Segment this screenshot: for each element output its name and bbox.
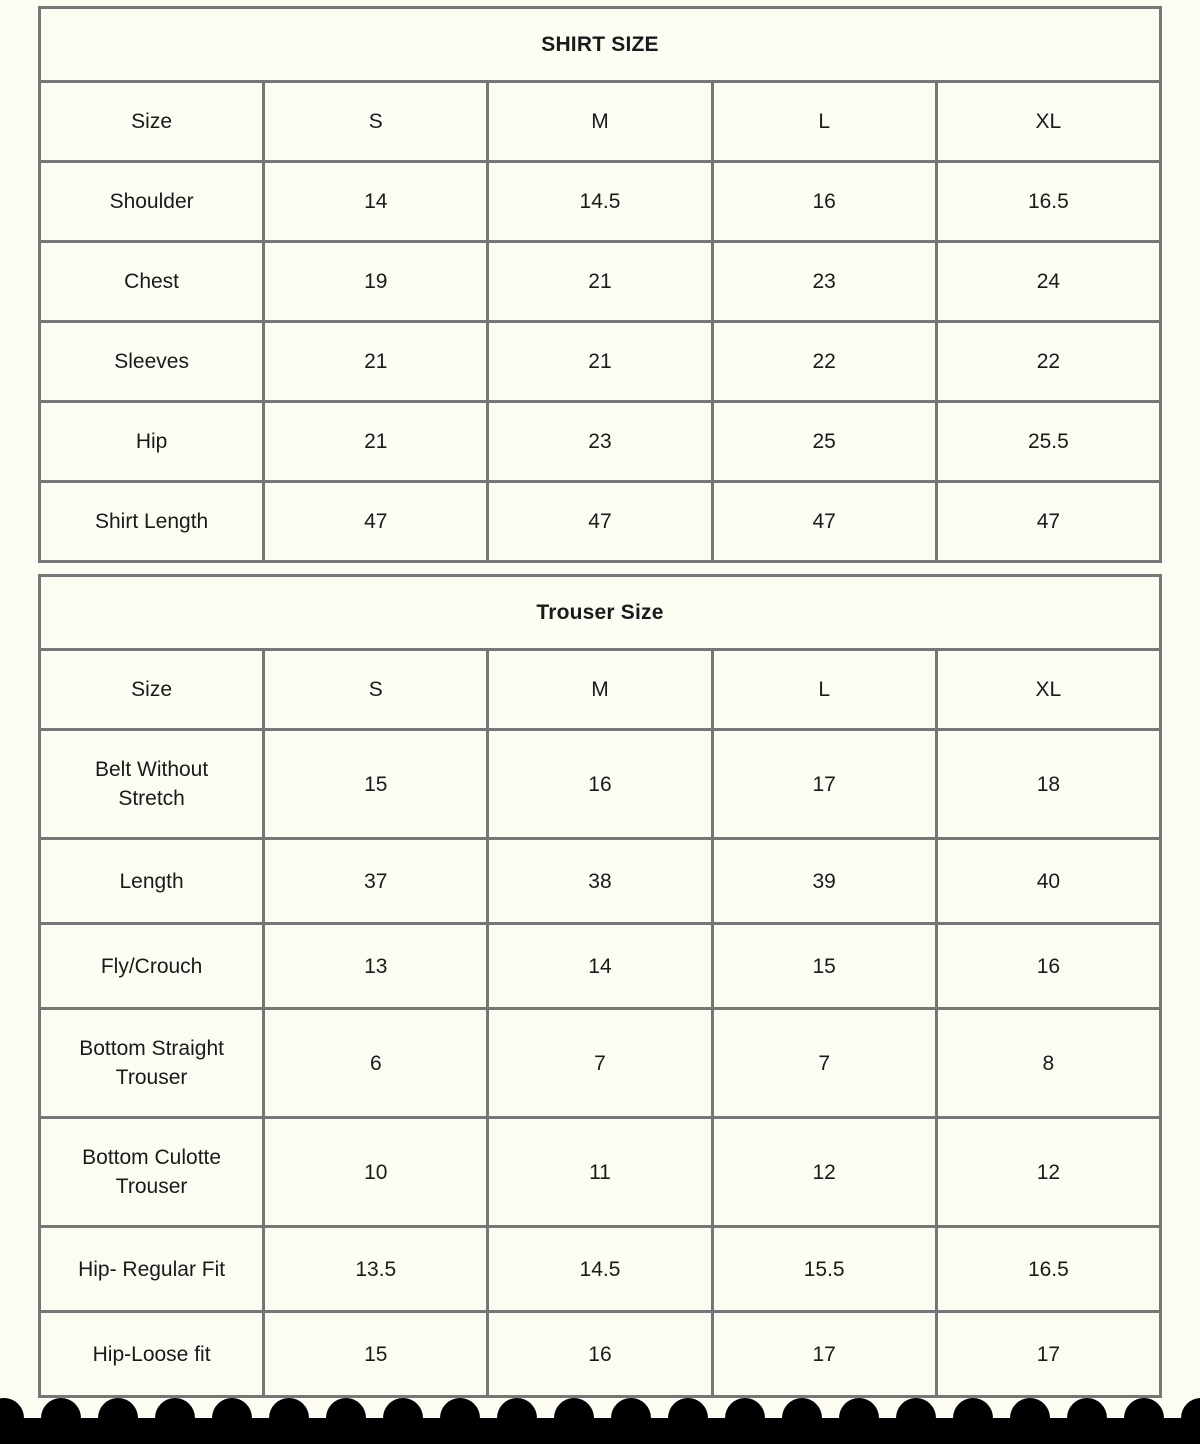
row-label: Length (40, 839, 264, 924)
trouser-row-bottom-culotte-trouser (40, 1118, 1161, 1227)
scallop-circle (839, 1398, 879, 1438)
cell-s: 14 (264, 162, 488, 242)
trouser-row-length (40, 839, 1161, 924)
trouser-header-row (40, 650, 1161, 730)
scallop-circle (1067, 1398, 1107, 1438)
cell-xl: 25.5 (936, 402, 1160, 482)
trouser-row-fly-crouch (40, 924, 1161, 1009)
scallop-circle (1010, 1398, 1050, 1438)
row-label-line: Trouser (115, 1066, 188, 1089)
cell-m: 14 (488, 924, 712, 1009)
cell-xl: 24 (936, 242, 1160, 322)
row-label: Sleeves (40, 322, 264, 402)
scallop-circle (1124, 1398, 1164, 1438)
cell-s: 13 (264, 924, 488, 1009)
shirt-title-row (40, 8, 1161, 82)
shirt-header-size: Size (40, 82, 264, 162)
scallop-circle (155, 1398, 195, 1438)
cell-l: 25 (712, 402, 936, 482)
row-label-line: Bottom Culotte (82, 1146, 222, 1169)
shirt-header-row (40, 82, 1161, 162)
cell-s: 21 (264, 322, 488, 402)
cell-xl: 47 (936, 482, 1160, 562)
cell-s: 13.5 (264, 1227, 488, 1312)
cell-m: 21 (488, 322, 712, 402)
row-label-line: Stretch (118, 787, 185, 810)
row-label (40, 1009, 264, 1118)
scallop-circle (440, 1398, 480, 1438)
row-label-line: Belt Without (94, 758, 209, 781)
cell-m: 38 (488, 839, 712, 924)
cell-s: 19 (264, 242, 488, 322)
scallop-circle (554, 1398, 594, 1438)
cell-l: 17 (712, 1312, 936, 1397)
cell-l: 7 (712, 1009, 936, 1118)
shirt-row-shoulder (40, 162, 1161, 242)
row-label (40, 730, 264, 839)
cell-m: 14.5 (488, 162, 712, 242)
trouser-size-table (38, 574, 1162, 1398)
cell-m: 11 (488, 1118, 712, 1227)
trouser-header-xl: XL (936, 650, 1160, 730)
scallop-border-decoration (0, 1398, 1200, 1444)
cell-l: 15 (712, 924, 936, 1009)
trouser-row-belt-without-stretch (40, 730, 1161, 839)
trouser-header-s: S (264, 650, 488, 730)
scallop-circle (212, 1398, 252, 1438)
cell-xl: 17 (936, 1312, 1160, 1397)
cell-l: 15.5 (712, 1227, 936, 1312)
cell-s: 6 (264, 1009, 488, 1118)
shirt-row-sleeves (40, 322, 1161, 402)
cell-m: 47 (488, 482, 712, 562)
cell-m: 23 (488, 402, 712, 482)
trouser-table-title: Trouser Size (40, 576, 1161, 650)
cell-l: 23 (712, 242, 936, 322)
cell-s: 15 (264, 1312, 488, 1397)
cell-xl: 16 (936, 924, 1160, 1009)
cell-xl: 16.5 (936, 162, 1160, 242)
trouser-title-row (40, 576, 1161, 650)
row-label: Hip- Regular Fit (40, 1227, 264, 1312)
row-label: Shoulder (40, 162, 264, 242)
shirt-size-table (38, 6, 1162, 563)
cell-l: 12 (712, 1118, 936, 1227)
trouser-header-size: Size (40, 650, 264, 730)
shirt-row-shirt-length (40, 482, 1161, 562)
row-label-line: Trouser (115, 1175, 188, 1198)
cell-s: 10 (264, 1118, 488, 1227)
cell-l: 17 (712, 730, 936, 839)
row-label-line: Bottom Straight (79, 1037, 224, 1060)
scallop-circle (269, 1398, 309, 1438)
cell-m: 16 (488, 1312, 712, 1397)
cell-xl: 16.5 (936, 1227, 1160, 1312)
shirt-header-s: S (264, 82, 488, 162)
cell-xl: 18 (936, 730, 1160, 839)
row-label: Hip-Loose fit (40, 1312, 264, 1397)
trouser-header-m: M (488, 650, 712, 730)
cell-s: 47 (264, 482, 488, 562)
shirt-header-xl: XL (936, 82, 1160, 162)
cell-m: 16 (488, 730, 712, 839)
row-label: Shirt Length (40, 482, 264, 562)
scallop-circle (611, 1398, 651, 1438)
row-label: Fly/Crouch (40, 924, 264, 1009)
shirt-header-l: L (712, 82, 936, 162)
cell-xl: 8 (936, 1009, 1160, 1118)
trouser-row-hip-loose-fit (40, 1312, 1161, 1397)
scallop-circle (953, 1398, 993, 1438)
scallop-circle (782, 1398, 822, 1438)
scallop-circle (326, 1398, 366, 1438)
trouser-row-bottom-straight-trouser (40, 1009, 1161, 1118)
scallop-circle (98, 1398, 138, 1438)
scallop-circle (497, 1398, 537, 1438)
cell-xl: 40 (936, 839, 1160, 924)
row-label (40, 1118, 264, 1227)
trouser-header-l: L (712, 650, 936, 730)
trouser-row-hip-regular-fit (40, 1227, 1161, 1312)
scallop-circle (668, 1398, 708, 1438)
row-label: Hip (40, 402, 264, 482)
cell-s: 15 (264, 730, 488, 839)
cell-xl: 12 (936, 1118, 1160, 1227)
cell-m: 7 (488, 1009, 712, 1118)
cell-l: 39 (712, 839, 936, 924)
cell-xl: 22 (936, 322, 1160, 402)
cell-s: 37 (264, 839, 488, 924)
shirt-row-hip (40, 402, 1161, 482)
scallop-circle (896, 1398, 936, 1438)
cell-m: 14.5 (488, 1227, 712, 1312)
shirt-table-title: SHIRT SIZE (40, 8, 1161, 82)
shirt-header-m: M (488, 82, 712, 162)
cell-l: 22 (712, 322, 936, 402)
shirt-row-chest (40, 242, 1161, 322)
row-label: Chest (40, 242, 264, 322)
cell-m: 21 (488, 242, 712, 322)
cell-s: 21 (264, 402, 488, 482)
cell-l: 16 (712, 162, 936, 242)
scallop-circle (41, 1398, 81, 1438)
cell-l: 47 (712, 482, 936, 562)
scallop-circle (725, 1398, 765, 1438)
scallop-shapes (0, 1398, 1200, 1444)
scallop-circle (383, 1398, 423, 1438)
